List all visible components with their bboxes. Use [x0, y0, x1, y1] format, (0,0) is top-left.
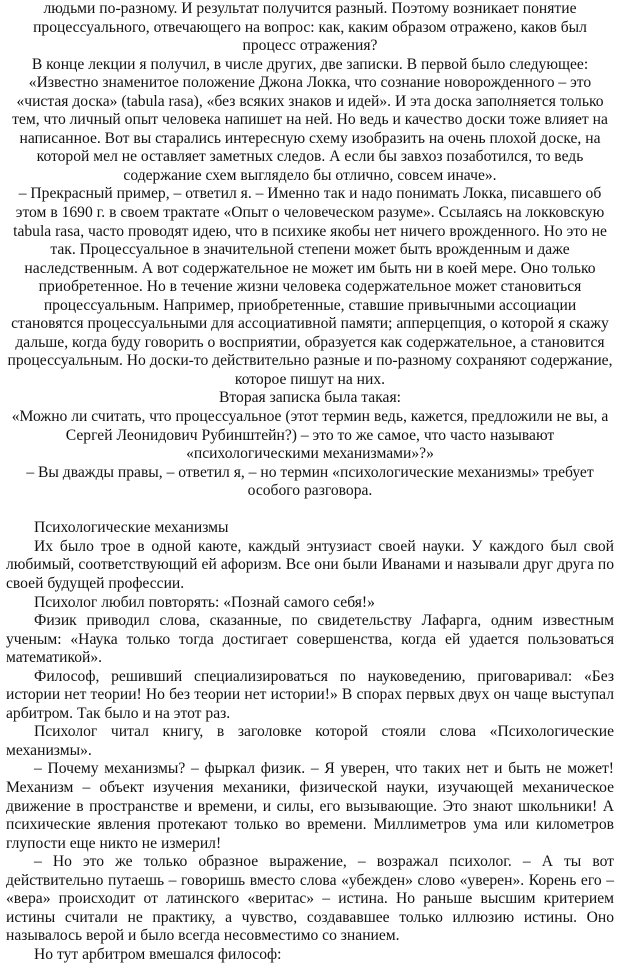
- body-paragraph: Философ, решивший специализироваться по науковедению, приговаривал: «Без истории нет теории! Но без теории нет истории!» В спорах первых двух он чаще выступал арбитром. Так было и на этот раз.: [6, 667, 614, 722]
- body-paragraph: Физик приводил слова, сказанные, по свидетельству Лафарга, одним известным ученым: «Наука только тогда достигает совершенства, когда ей удается пользоваться математикой».: [6, 612, 614, 667]
- second-note-intro: Вторая записка была такая:: [219, 389, 401, 407]
- body-paragraph: – Почему механизмы? – фыркал физик. – Я уверен, что таких нет и быть не может! Механизм – объект изучения механики, физической науки, изучающей механическое движение в пространстве и времени, и силы, его вызывающие. Это знают школьники! А психические явления протекают только во времени. Миллиметров ума или километров глупости еще никто не измерил!: [6, 760, 614, 852]
- paragraph-spacer: [6, 501, 614, 520]
- intro-paragraph: людьми по-разному. И результат получится разный. Поэтому возникает понятие процессуального, отвечающего на вопрос: как, каким образом отражено, каков был процесс отражения?: [33, 0, 587, 55]
- body-paragraph: Психолог читал книгу, в заголовке которой стояли слова «Психологические механизмы».: [6, 723, 614, 759]
- lecture-notes-paragraph: В конце лекции я получил, в числе других, две записки. В первой было следующее:: [31, 55, 589, 73]
- second-note-quote: «Можно ли считать, что процессуальное (этот термин ведь, кажется, предложили не вы, а Сергей Леонидович Рубинштейн?) – это то же самое, что часто называют «психологическими механизмами»?»: [11, 408, 609, 463]
- body-paragraph: Но тут арбитром вмешался философ:: [34, 945, 282, 963]
- body-paragraph: Психолог любил повторять: «Познай самого себя!»: [34, 593, 375, 611]
- body-paragraph: Их было трое в одной каюте, каждый энтузиаст своей науки. У каждого был свой любимый, соответствующий ей афоризм. Все они были Иванами и называли друг друга по своей будущей профессии.: [6, 537, 614, 592]
- section-title: Психологические механизмы: [34, 519, 229, 537]
- first-note-quote: «Известно знаменитое положение Джона Локка, что сознание новорожденного – это «чистая доска» (tabula rasa), «без всяких знаков и идей». И эта доска заполняется только тем, что личный опыт человека напишет на ней. Но ведь и качество доски тоже влияет на написанное. Вот вы старались интересную схему изобразить на очень плохой доске, на которой мел не оставляет заметных следов. А если бы завхоз позаботился, то ведь содержание схем выглядело бы отлично, совсем иначе».: [12, 74, 608, 184]
- body-paragraph: – Но это же только образное выражение, – возражал психолог. – А ты вот действительно путаешь – говоришь вместо слова «убежден» слово «уверен». Корень его – «вера» происходит от латинского «веритас» – истина. Но раньше высшим критерием истины считали не практику, а чувство, создававшее только иллюзию истины. Оно называлось верой и было всегда несовместимо со знанием.: [6, 853, 614, 945]
- answer-locke-paragraph: – Прекрасный пример, – ответил я. – Именно так и надо понимать Локка, писавшего об этом в 1690 г. в своем трактате «Опыт о человеческом разуме». Ссылаясь на локковскую tabula rasa, часто проводят идею, что в психике якобы нет ничего врожденного. Но это не так. Процессуальное в значительной степени может быть врожденным и даже наследственным. А вот содержательное не может им быть ни в коей мере. Оно только приобретенное. Но в течение жизни человека содержательное может становиться процессуальным. Например, приобретенные, ставшие привычными ассоциации становятся процессуальными для ассоциативной памяти; апперцепция, о которой я скажу дальше, когда буду говорить о восприятии, образуется как содержательное, а становится процессуальным. Но доски-то действительно разные и по-разному сохраняют содержание, которое пишут на них.: [7, 185, 613, 388]
- answer-mechanisms-paragraph: – Вы дважды правы, – ответил я, – но термин «психологические механизмы» требует особого разговора.: [26, 463, 594, 500]
